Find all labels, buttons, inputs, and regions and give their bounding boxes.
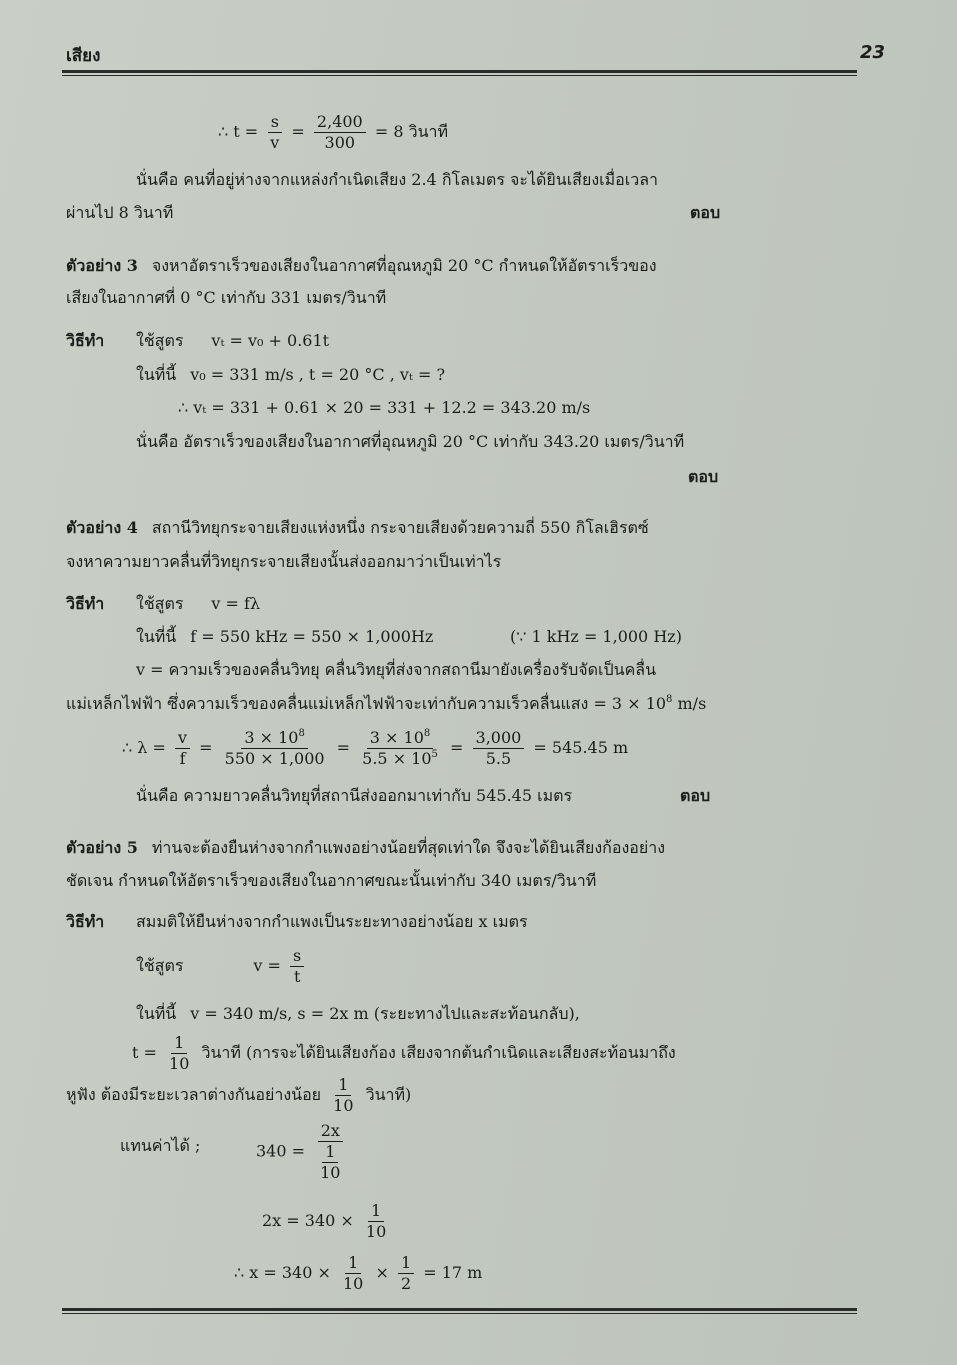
ex4-calculation: ∴ λ = $\frac{v}{f}$ = $\frac{3 \times 10^8}{550 \times 1,000}$ = $\frac{3 \times 10^8}{5.5 \times 10^5}$ = $\frac{3,000}{5.5}$ = 545.45 m — [122, 728, 629, 768]
footer-rule — [62, 1308, 857, 1311]
ex3-method: วิธีทำ — [66, 331, 105, 350]
intro-answer: ตอบ — [690, 203, 721, 222]
ex5-assumption: สมมติให้ยืนห่างจากกำแพงเป็นระยะทางอย่างน้อย x เมตร — [136, 912, 528, 931]
ex4-question-2: จงหาความยาวคลื่นที่วิทยุกระจายเสียงนั้นส่งออกมาว่าเป็นเท่าไร — [66, 552, 502, 571]
ex3-calculation: ∴ vₜ = 331 + 0.61 × 20 = 331 + 12.2 = 343.20 m/s — [178, 398, 591, 417]
ex3-answer: ตอบ — [688, 467, 719, 486]
ex4-answer: ตอบ — [680, 786, 711, 805]
ex4-given-note: (∵ 1 kHz = 1,000 Hz) — [510, 627, 682, 646]
ex5-substitution-label: แทนค่าได้ ; — [120, 1136, 201, 1155]
ex5-question-2: ชัดเจน กำหนดให้อัตราเร็วของเสียงในอากาศขณะนั้นเท่ากับ 340 เมตร/วินาที — [66, 871, 597, 890]
ex4-question-1: ตัวอย่าง 4 สถานีวิทยุกระจายเสียงแห่งหนึ่ง กระจายเสียงด้วยความถี่ 550 กิโลเฮิรตซ์ — [66, 518, 649, 537]
ex5-time-note: หูฟัง ต้องมีระยะเวลาต่างกันอย่างน้อย $\frac{1}{10}$ วินาที) — [66, 1075, 412, 1115]
ex3-conclusion: นั่นคือ อัตราเร็วของเสียงในอากาศที่อุณหภูมิ 20 °C เท่ากับ 343.20 เมตร/วินาที — [136, 432, 685, 451]
ex5-substitution: 340 = $\frac{2x}{\frac{1}{10}}$ — [256, 1122, 350, 1182]
ex5-time: t = $\frac{1}{10}$ วินาที (การจะได้ยินเสียงก้อง เสียงจากต้นกำเนิดและเสียงสะท้อนมาถึง — [132, 1033, 676, 1073]
footer-rule-thin — [62, 1313, 857, 1314]
intro-conclusion-1: นั่นคือ คนที่อยู่ห่างจากแหล่งกำเนิดเสียง 2.4 กิโลเมตร จะได้ยินเสียงเมื่อเวลา — [136, 170, 658, 189]
ex5-step-3: ∴ x = 340 × $\frac{1}{10}$ × $\frac{1}{2}$ = 17 m — [234, 1253, 483, 1293]
ex3-question-1: ตัวอย่าง 3 จงหาอัตราเร็วของเสียงในอากาศที่อุณหภูมิ 20 °C กำหนดให้อัตราเร็วของ — [66, 256, 657, 275]
ex4-v-line-2: แม่เหล็กไฟฟ้า ซึ่งความเร็วของคลื่นแม่เหล็กไฟฟ้าจะเท่ากับความเร็วคลื่นแสง = $3 \times 10^8$ m/s — [66, 694, 707, 713]
ex4-method: วิธีทำ — [66, 594, 105, 613]
page-number: 23 — [859, 42, 885, 63]
ex3-formula: ใช้สูตร vₜ = v₀ + 0.61t — [136, 331, 330, 350]
ex3-given: ในที่นี้ v₀ = 331 m/s , t = 20 °C , vₜ = ? — [136, 365, 446, 384]
header-rule-thin — [62, 75, 857, 76]
ex4-given: ในที่นี้ f = 550 kHz = 550 × 1,000Hz — [136, 627, 434, 646]
ex4-conclusion: นั่นคือ ความยาวคลื่นวิทยุที่สถานีส่งออกมาเท่ากับ 545.45 เมตร — [136, 786, 573, 805]
ex5-step-2: 2x = 340 × $\frac{1}{10}$ — [262, 1201, 387, 1241]
ex4-v-line-1: v = ความเร็วของคลื่นวิทยุ คลื่นวิทยุที่ส่งจากสถานีมายังเครื่องรับจัดเป็นคลื่น — [136, 660, 657, 679]
chapter-title: เสียง — [66, 46, 101, 66]
ex5-method: วิธีทำ — [66, 912, 105, 931]
ex5-question-1: ตัวอย่าง 5 ท่านจะต้องยืนห่างจากกำแพงอย่างน้อยที่สุดเท่าใด จึงจะได้ยินเสียงก้องอย่าง — [66, 838, 666, 857]
intro-conclusion-2: ผ่านไป 8 วินาที — [66, 203, 174, 222]
ex3-question-2: เสียงในอากาศที่ 0 °C เท่ากับ 331 เมตร/วินาที — [66, 288, 387, 307]
ex5-formula: ใช้สูตร v = $\frac{s}{t}$ — [136, 947, 308, 986]
ex4-formula: ใช้สูตร v = fλ — [136, 594, 261, 613]
ex5-given: ในที่นี้ v = 340 m/s, s = 2x m (ระยะทางไปและสะท้อนกลับ), — [136, 1004, 580, 1023]
header-rule — [62, 70, 857, 73]
intro-equation: ∴ t = $\frac{s}{v}$ = $\frac{2,400}{300}$ = 8 วินาที — [218, 112, 449, 152]
